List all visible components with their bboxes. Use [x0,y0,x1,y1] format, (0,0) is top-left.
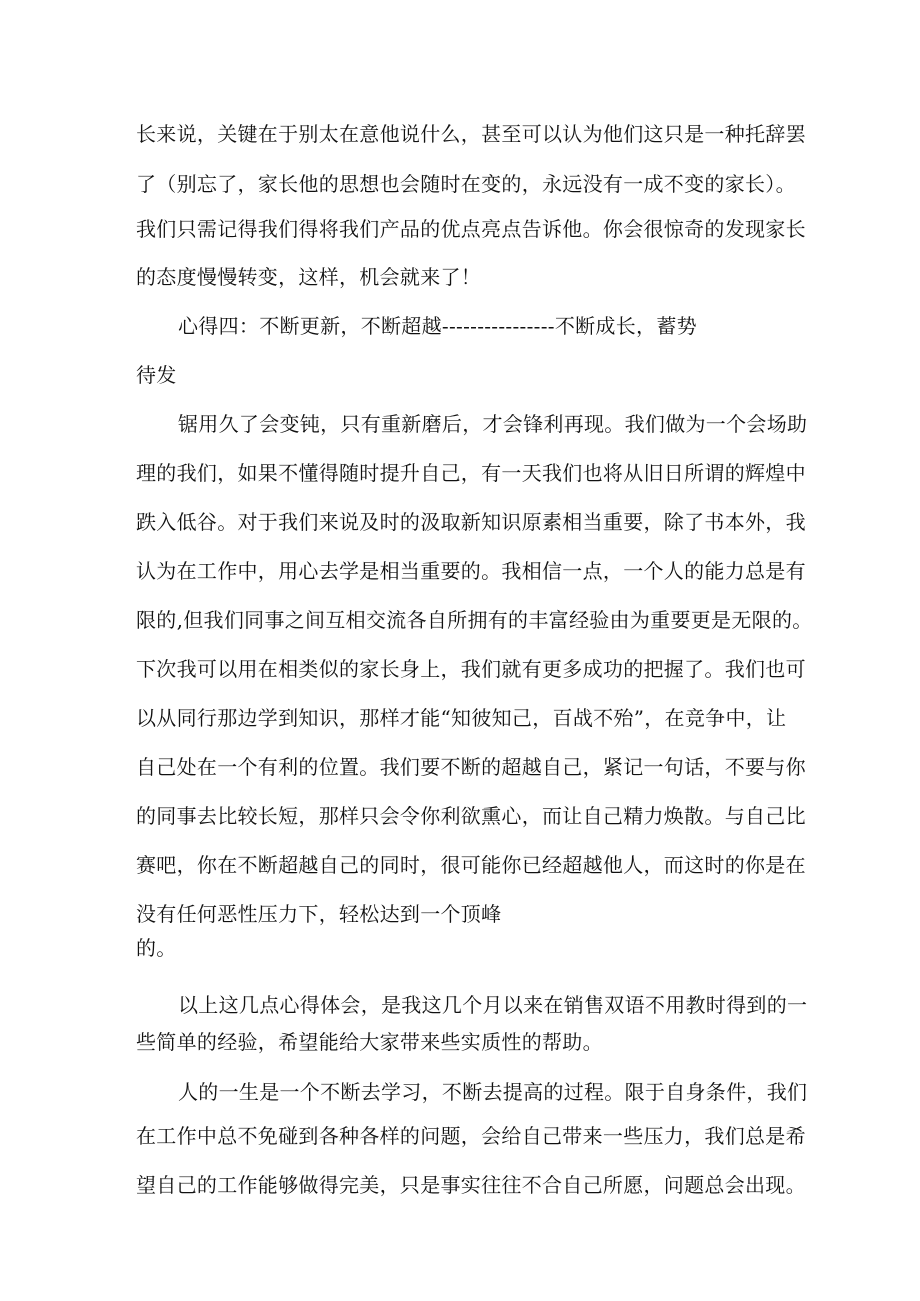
text-line: 跌入低谷。对于我们来说及时的汲取新知识原素相当重要，除了书本外，我 [136,510,806,534]
text-line: 长来说，关键在于别太在意他说什么，甚至可以认为他们这只是一种托辞罢 [136,122,806,146]
text-line: 些简单的经验，希望能给大家带来些实质性的帮助。 [136,1030,603,1054]
text-line: 望自己的工作能够做得完美，只是事实往往不合自己所愿，问题总会出现。 [136,1173,806,1197]
text-line: 在工作中总不免碰到各种各样的问题，会给自己带来一些压力，我们总是希 [136,1124,806,1148]
text-line: 赛吧，你在不断超越自己的同时，很可能你已经超越他人，而这时的你是在 [136,853,806,877]
paragraph-start: 以上这几点心得体会，是我这几个月以来在销售双语不用教时得到的一 [178,993,808,1017]
text-line: 限的,但我们同事之间互相交流各自所拥有的丰富经验由为重要更是无限的。 [136,608,813,632]
section-heading-continued: 待发 [136,363,177,387]
paragraph-start: 锯用久了会变钝，只有重新磨后，才会锋利再现。我们做为一个会场助 [178,412,808,436]
text-line: 理的我们，如果不懂得随时提升自己，有一天我们也将从旧日所谓的辉煌中 [136,461,806,485]
text-line: 的态度慢慢转变，这样，机会就来了！ [136,265,482,289]
text-line: 自己处在一个有利的位置。我们要不断的超越自己，紧记一句话，不要与你 [136,755,806,779]
text-line: 认为在工作中，用心去学是相当重要的。我相信一点，一个人的能力总是有 [136,559,806,583]
text-line: 以从同行那边学到知识，那样才能“知彼知己，百战不殆”，在竞争中，让 [136,706,787,730]
text-line: 的同事去比较长短，那样只会令你利欲熏心，而让自己精力焕散。与自己比 [136,804,806,828]
paragraph-start: 人的一生是一个不断去学习，不断去提高的过程。限于自身条件，我们 [178,1080,808,1104]
text-line: 没有任何恶性压力下，轻松达到一个顶峰 [136,902,502,926]
text-line: 下次我可以用在相类似的家长身上，我们就有更多成功的把握了。我们也可 [136,657,806,681]
text-line: 我们只需记得我们得将我们产品的优点亮点告诉他。你会很惊奇的发现家长 [136,217,806,241]
text-line: 的。 [136,936,177,960]
text-line: 了（别忘了，家长他的思想也会随时在变的，永远没有一成不变的家长）。 [136,172,796,196]
section-heading: 心得四：不断更新，不断超越----------------不断成长，蓄势 [178,314,697,338]
